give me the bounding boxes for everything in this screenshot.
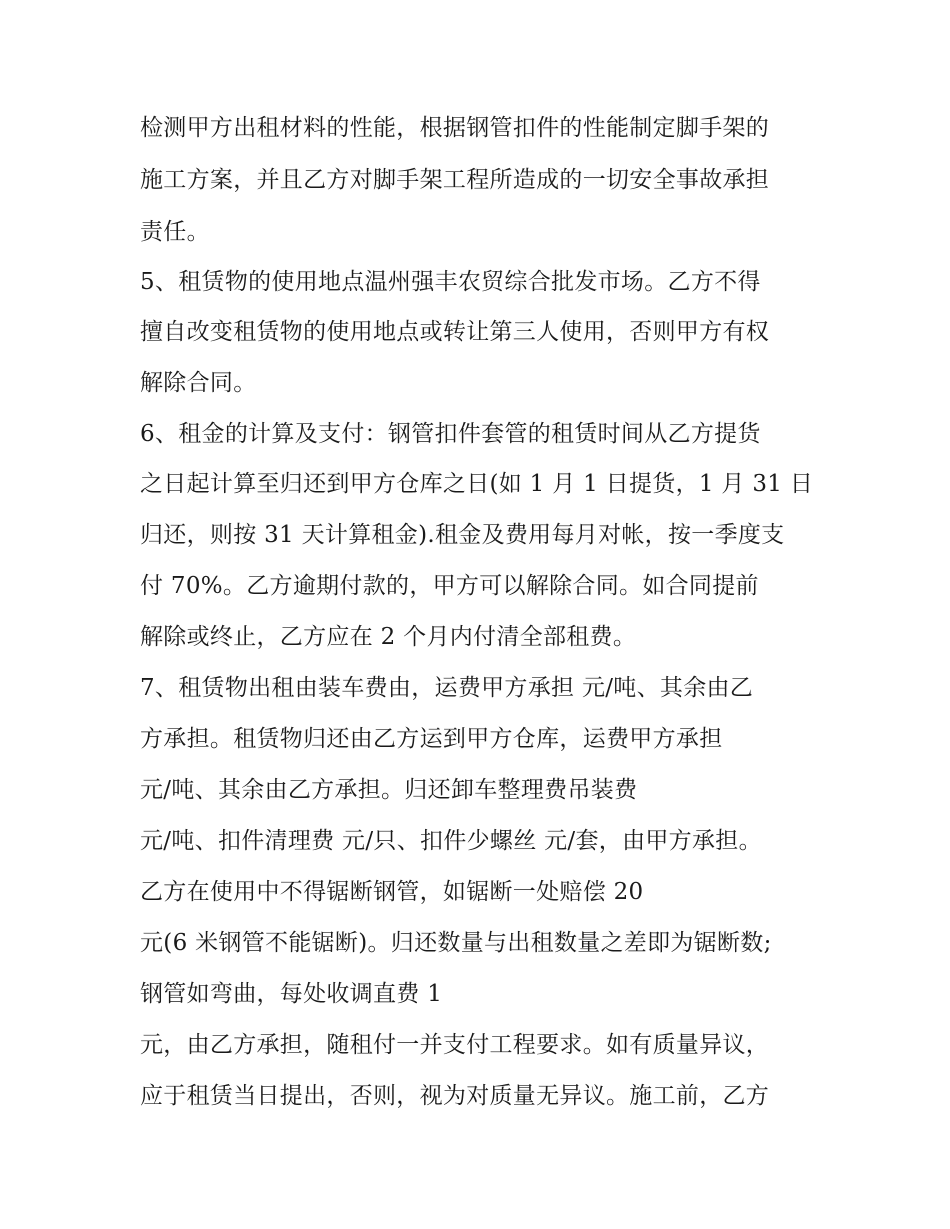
text-line: 应于租赁当日提出，否则，视为对质量无异议。施工前，乙方 (140, 1083, 770, 1109)
text-line: 解除合同。 (140, 370, 257, 396)
text-line: 元/吨、扣件清理费 元/只、扣件少螺丝 元/套，由甲方承担。 (140, 828, 762, 854)
text-line: 施工方案，并且乙方对脚手架工程所造成的一切安全事故承担 (140, 167, 770, 193)
text-line: 之日起计算至归还到甲方仓库之日(如 1 月 1 日提货，1 月 31 日 (140, 471, 814, 497)
text-line: 元(6 米钢管不能锯断)。归还数量与出租数量之差即为锯断数; (140, 930, 772, 956)
text-line: 钢管如弯曲，每处收调直费 1 (140, 981, 443, 1007)
text-line: 5、租赁物的使用地点温州强丰农贸综合批发市场。乙方不得 (140, 269, 761, 295)
text-line: 7、租赁物出租由装车费由，运费甲方承担 元/吨、其余由乙 (140, 675, 754, 701)
text-line: 方承担。租赁物归还由乙方运到甲方仓库，运费甲方承担 (140, 726, 723, 752)
text-line: 6、租金的计算及支付：钢管扣件套管的租赁时间从乙方提货 (140, 421, 761, 447)
text-line: 归还，则按 31 天计算租金).租金及费用每月对帐，按一季度支 (140, 522, 785, 548)
text-line: 元，由乙方承担，随租付一并支付工程要求。如有质量异议， (140, 1032, 770, 1058)
text-line: 责任。 (140, 219, 210, 245)
text-line: 付 70%。乙方逾期付款的，甲方可以解除合同。如合同提前 (140, 573, 759, 599)
text-line: 检测甲方出租材料的性能，根据钢管扣件的性能制定脚手架的 (140, 115, 770, 141)
text-line: 乙方在使用中不得锯断钢管，如锯断一处赔偿 20 (140, 879, 644, 905)
text-line: 解除或终止，乙方应在 2 个月内付清全部租费。 (140, 624, 637, 650)
text-line: 元/吨、其余由乙方承担。归还卸车整理费吊装费 (140, 777, 638, 803)
text-line: 擅自改变租赁物的使用地点或转让第三人使用，否则甲方有权 (140, 319, 770, 345)
